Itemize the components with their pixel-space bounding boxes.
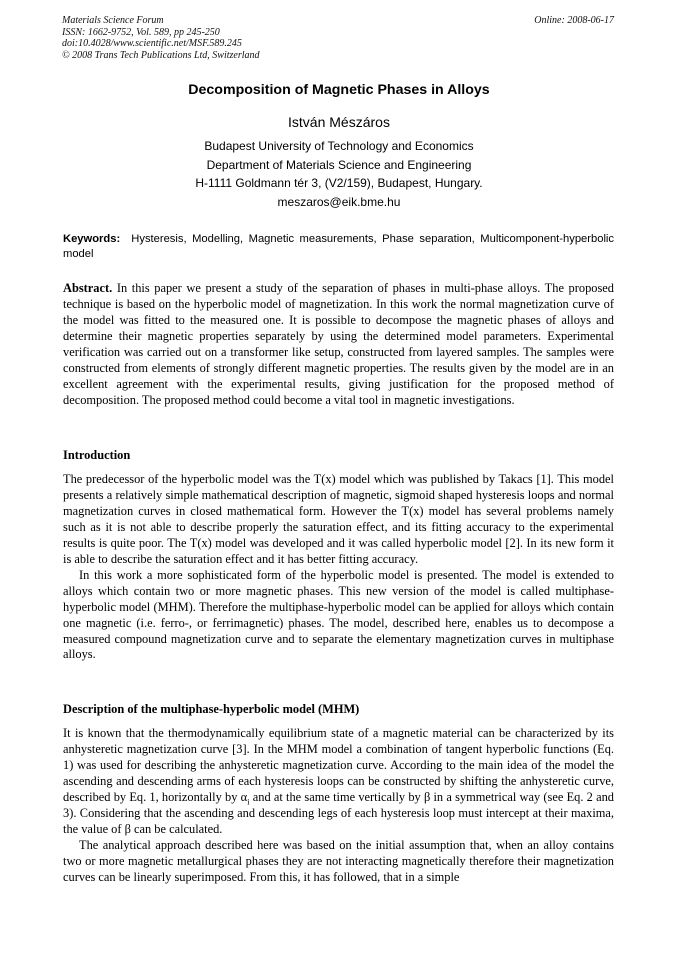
keywords-section	[63, 232, 614, 262]
author-name: István Mészáros	[288, 114, 390, 130]
introduction-paragraph-1: The predecessor of the hyperbolic model was the T(x) model which was published by Takacs [1]. This model presents a relatively simple mathematical description of magnetic, sigmoid shaped hysteresis loops and normal magnetization curves in closed mathematical form. However the T(x) model has several problems namely such as it is not able to describe properly the saturation effect, and its fitting accuracy to the experimental results is quite poor. The T(x) model was developed and it was called hyperbolic model [2]. In its new form it is able to describe the saturation effect and it has better fitting accuracy.	[63, 472, 614, 566]
keywords-text: Hysteresis, Modelling, Magnetic measurements, Phase separation, Multicomponent-hyperbolic model	[63, 233, 615, 260]
mhm-paragraph-1-part-b: and at the same time vertically by β in a symmetrical way (see Eq. 2 and 3). Considering that the ascending and descending legs of each hysteresis loop must intercept at their maxima, the value of β can be calculated.	[63, 789, 614, 836]
affiliation	[0, 137, 678, 211]
introduction-heading: Introduction	[63, 448, 131, 462]
mhm-section	[63, 726, 614, 886]
abstract-label: Abstract.	[63, 281, 113, 295]
journal-copyright: © 2008 Trans Tech Publications Ltd, Switzerland	[62, 49, 260, 61]
introduction-paragraph-2: In this work a more sophisticated form of the hyperbolic model is presented. The model is extended to alloys which contain two or more magnetic phases. This new version of the model is called multiphase-hyperbolic model (MHM). Therefore the multiphase-hyperbolic model can be applied for alloys which contain one magnetic (i.e. ferro-, or ferrimagnetic) phases. The model, described here, enables us to decompose a measured compound magnetization curve and to separate the elementary magnetization curves in multiphase alloys.	[63, 567, 614, 662]
journal-header	[62, 15, 260, 61]
affiliation-university: Budapest University of Technology and Economics	[204, 139, 474, 153]
mhm-heading: Description of the multiphase-hyperbolic model (MHM)	[63, 702, 360, 716]
mhm-paragraph-1	[63, 726, 614, 838]
affiliation-address: H-1111 Goldmann tér 3, (V2/159), Budapest, Hungary.	[195, 176, 483, 191]
journal-name: Materials Science Forum	[62, 15, 164, 26]
alpha-subscript: i	[247, 796, 250, 807]
introduction-section	[63, 472, 614, 663]
abstract-text: In this paper we present a study of the separation of phases in multi-phase alloys. The proposed technique is based on the hyperbolic model of magnetization. In this work the normal magnetization curve of the model was fitted to the measured one. It is possible to decompose the magnetic phases of alloys and determine their magnetic properties separately by using the determined model parameters. Experimental verification was carried out on a transformer like setup, constructed from layered samples. The samples were constructed from elements of strongly different magnetic properties. The results given by the model are in an excellent agreement with the experimental results, giving justification for the proposed method of decomposition. The proposed method could become a vital tool in magnetic investigations.	[63, 281, 614, 407]
mhm-paragraph-1-part-a: It is known that the thermodynamically equilibrium state of a magnetic material can be characterized by its anhysteretic magnetization curve [3]. In the MHM model a combination of tangent hyperbolic functions (Eq. 1) was used for describing the anhysteretic magnetization curve. According to the main idea of the model the ascending and descending arms of each hysteresis loops can be constructed by shifting the anhysteretic curve, described by Eq. 1, horizontally by α	[63, 726, 614, 804]
paper-title: Decomposition of Magnetic Phases in Alloys	[188, 82, 490, 98]
mhm-paragraph-2: The analytical approach described here was based on the initial assumption that, when an alloy contains two or more magnetic metallurgical phases they are not interacting magnetically therefore their magnetization curves can be linearly superimposed. From this, it has followed, that in a simple	[63, 837, 614, 884]
online-date: Online: 2008-06-17	[534, 15, 614, 26]
author-email[interactable]: meszaros@eik.bme.hu	[277, 194, 401, 209]
keywords-label: Keywords:	[63, 233, 121, 245]
abstract-section	[63, 281, 614, 409]
affiliation-department: Department of Materials Science and Engineering	[206, 157, 472, 172]
journal-issn: ISSN: 1662-9752, Vol. 589, pp 245-250	[62, 26, 220, 38]
journal-doi[interactable]: doi:10.4028/www.scientific.net/MSF.589.245	[62, 38, 242, 50]
